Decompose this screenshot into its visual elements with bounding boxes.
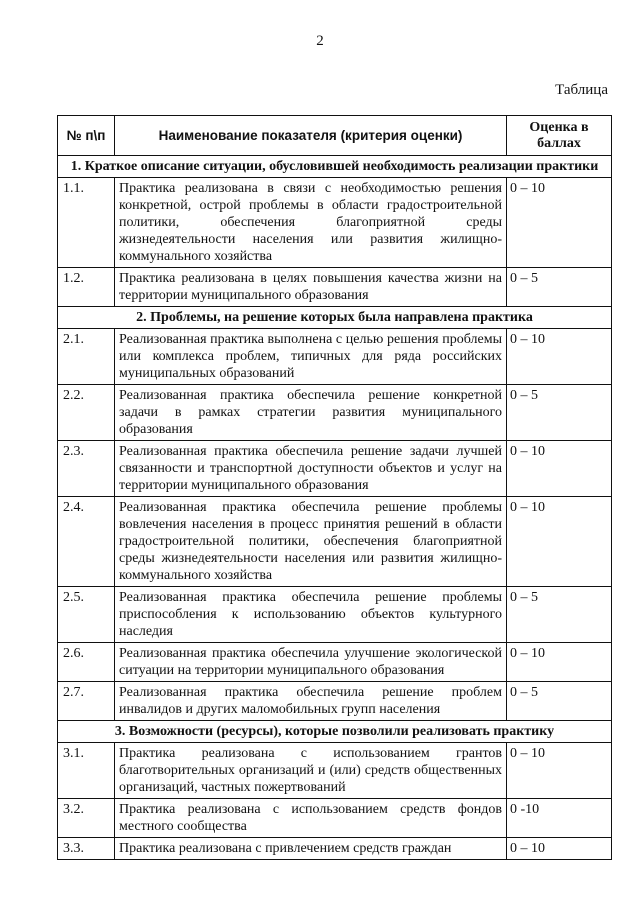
- row-score: 0 – 10: [507, 441, 612, 497]
- row-number: 1.2.: [58, 268, 115, 307]
- row-description: Реализованная практика обеспечила решение проблемы вовлечения населения в процесс принятия решений в области градостроительной политики, обеспечения благоприятной среды жизнедеятельности населения или развития жилищно-коммунального хозяйства: [115, 497, 507, 587]
- row-description: Реализованная практика обеспечила решение конкретной задачи в рамках стратегии развития муниципального образования: [115, 385, 507, 441]
- row-number: 2.3.: [58, 441, 115, 497]
- row-description: Реализованная практика выполнена с целью решения проблемы или комплекса проблем, типичных для ряда российских муниципальных образований: [115, 329, 507, 385]
- section-title: 1. Краткое описание ситуации, обусловившей необходимость реализации практики: [58, 156, 612, 178]
- table-row: [58, 178, 612, 268]
- table-row: [58, 587, 612, 643]
- table-row: [58, 643, 612, 682]
- header-name: Наименование показателя (критерия оценки): [115, 116, 507, 156]
- row-description: Практика реализована в связи с необходимостью решения конкретной, острой проблемы в области градостроительной политики, обеспечения благоприятной среды жизнедеятельности населения или развития жилищно-коммунального хозяйства: [115, 178, 507, 268]
- row-number: 2.4.: [58, 497, 115, 587]
- header-score: Оценка в баллах: [507, 116, 612, 156]
- row-number: 2.5.: [58, 587, 115, 643]
- page-number: 2: [316, 33, 324, 49]
- row-description: Реализованная практика обеспечила решение проблем инвалидов и других маломобильных групп населения: [115, 682, 507, 721]
- row-number: 2.6.: [58, 643, 115, 682]
- row-number: 3.3.: [58, 838, 115, 860]
- row-description: Практика реализована в целях повышения качества жизни на территории муниципального образования: [115, 268, 507, 307]
- row-number: 2.1.: [58, 329, 115, 385]
- row-number: 3.2.: [58, 799, 115, 838]
- table-row: [58, 329, 612, 385]
- row-number: 3.1.: [58, 743, 115, 799]
- row-score: 0 – 5: [507, 385, 612, 441]
- table-row: [58, 385, 612, 441]
- table-row: [58, 682, 612, 721]
- row-score: 0 -10: [507, 799, 612, 838]
- row-description: Реализованная практика обеспечила решение задачи лучшей связанности и транспортной доступности объектов и услуг на территории муниципального образования: [115, 441, 507, 497]
- criteria-table: [57, 115, 612, 860]
- table-row: [58, 838, 612, 860]
- table-row: [58, 441, 612, 497]
- table-row: [58, 497, 612, 587]
- row-description: Практика реализована с привлечением средств граждан: [115, 838, 507, 860]
- row-description: Реализованная практика обеспечила решение проблемы приспособления к использованию объектов культурного наследия: [115, 587, 507, 643]
- row-number: 2.2.: [58, 385, 115, 441]
- row-score: 0 – 5: [507, 268, 612, 307]
- row-number: 2.7.: [58, 682, 115, 721]
- row-score: 0 – 5: [507, 682, 612, 721]
- row-score: 0 – 5: [507, 587, 612, 643]
- row-score: 0 – 10: [507, 497, 612, 587]
- row-score: 0 – 10: [507, 743, 612, 799]
- row-score: 0 – 10: [507, 643, 612, 682]
- row-score: 0 – 10: [507, 329, 612, 385]
- row-score: 0 – 10: [507, 838, 612, 860]
- header-number: № п\п: [58, 116, 115, 156]
- row-score: 0 – 10: [507, 178, 612, 268]
- section-header-row: [58, 156, 612, 178]
- row-number: 1.1.: [58, 178, 115, 268]
- row-description: Реализованная практика обеспечила улучшение экологической ситуации на территории муниципального образования: [115, 643, 507, 682]
- table-caption: Таблица: [555, 82, 608, 98]
- section-header-row: [58, 721, 612, 743]
- section-header-row: [58, 307, 612, 329]
- table-header-row: [58, 116, 612, 156]
- table-row: [58, 799, 612, 838]
- table-row: [58, 743, 612, 799]
- table-row: [58, 268, 612, 307]
- section-title: 3. Возможности (ресурсы), которые позволили реализовать практику: [58, 721, 612, 743]
- row-description: Практика реализована с использованием средств фондов местного сообщества: [115, 799, 507, 838]
- row-description: Практика реализована с использованием грантов благотворительных организаций и (или) средств общественных организаций, частных пожертвований: [115, 743, 507, 799]
- table-body: [58, 156, 612, 860]
- section-title: 2. Проблемы, на решение которых была направлена практика: [58, 307, 612, 329]
